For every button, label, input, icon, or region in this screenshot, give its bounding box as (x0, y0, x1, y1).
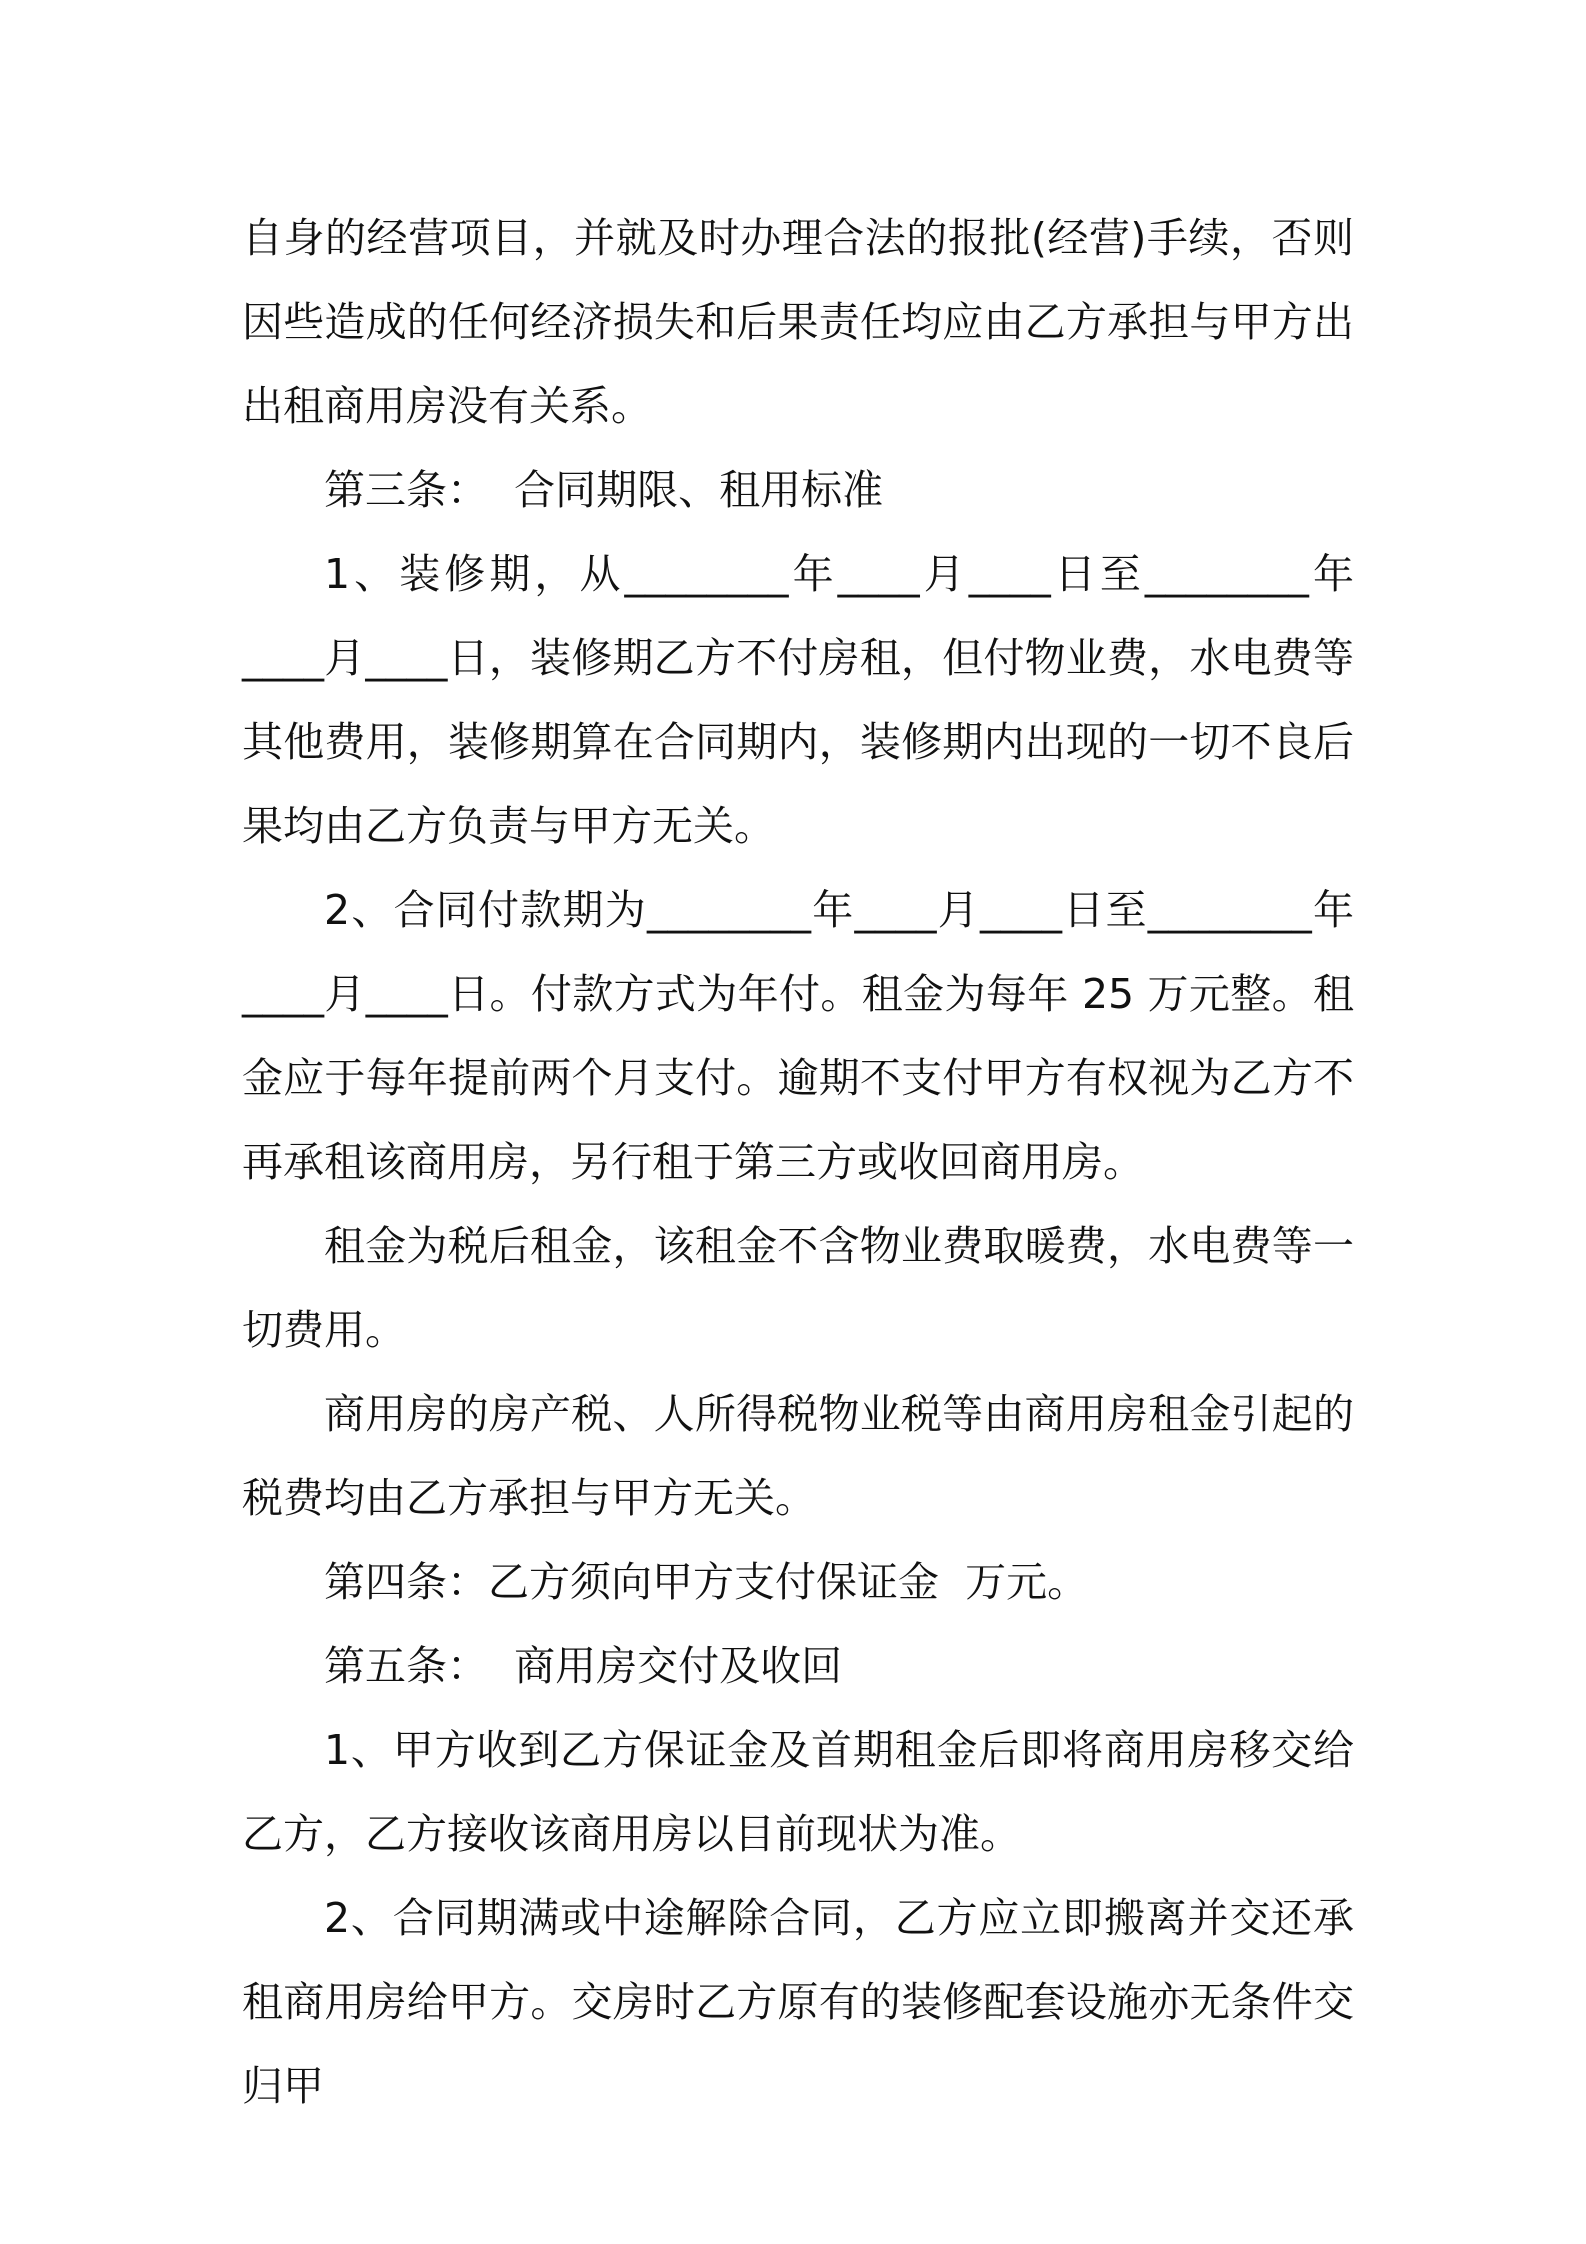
clause-return: 2、合同期满或中途解除合同，乙方应立即搬离并交还承租商用房给甲方。交房时乙方原有的装修配套设施亦无条件交归甲 (242, 1894, 1354, 2110)
clause-payment-period: 2、合同付款期为________年____月____日至________年____月____日。付款方式为年付。租金为每年 25 万元整。租金应于每年提前两个月支付。逾期不支付甲方有权视为乙方不再承租该商用房，另行租于第三方或收回商用房。 (242, 886, 1354, 1186)
paragraph-rent-after-tax: 租金为税后租金，该租金不含物业费取暖费，水电费等一切费用。 (242, 1222, 1354, 1354)
paragraph-continuation: 自身的经营项目，并就及时办理合法的报批(经营)手续，否则因些造成的任何经济损失和后果责任均应由乙方承担与甲方出出租商用房没有关系。 (242, 214, 1354, 430)
clause-handover: 1、甲方收到乙方保证金及首期租金后即将商用房移交给乙方，乙方接收该商用房以目前现状为准。 (242, 1726, 1354, 1858)
article-5-heading: 第五条： 商用房交付及收回 (324, 1642, 843, 1690)
clause-renovation-period: 1、装修期，从________年____月____日至________年____月____日，装修期乙方不付房租，但付物业费，水电费等其他费用，装修期算在合同期内，装修期内出现的一切不良后果均由乙方负责与甲方无关。 (242, 550, 1354, 850)
article-4-deposit: 第四条：乙方须向甲方支付保证金 万元。 (324, 1558, 1089, 1606)
document-body (242, 196, 1354, 2128)
article-3-heading: 第三条： 合同期限、租用标准 (324, 466, 884, 514)
paragraph-taxes: 商用房的房产税、人所得税物业税等由商用房租金引起的税费均由乙方承担与甲方无关。 (242, 1390, 1354, 1522)
